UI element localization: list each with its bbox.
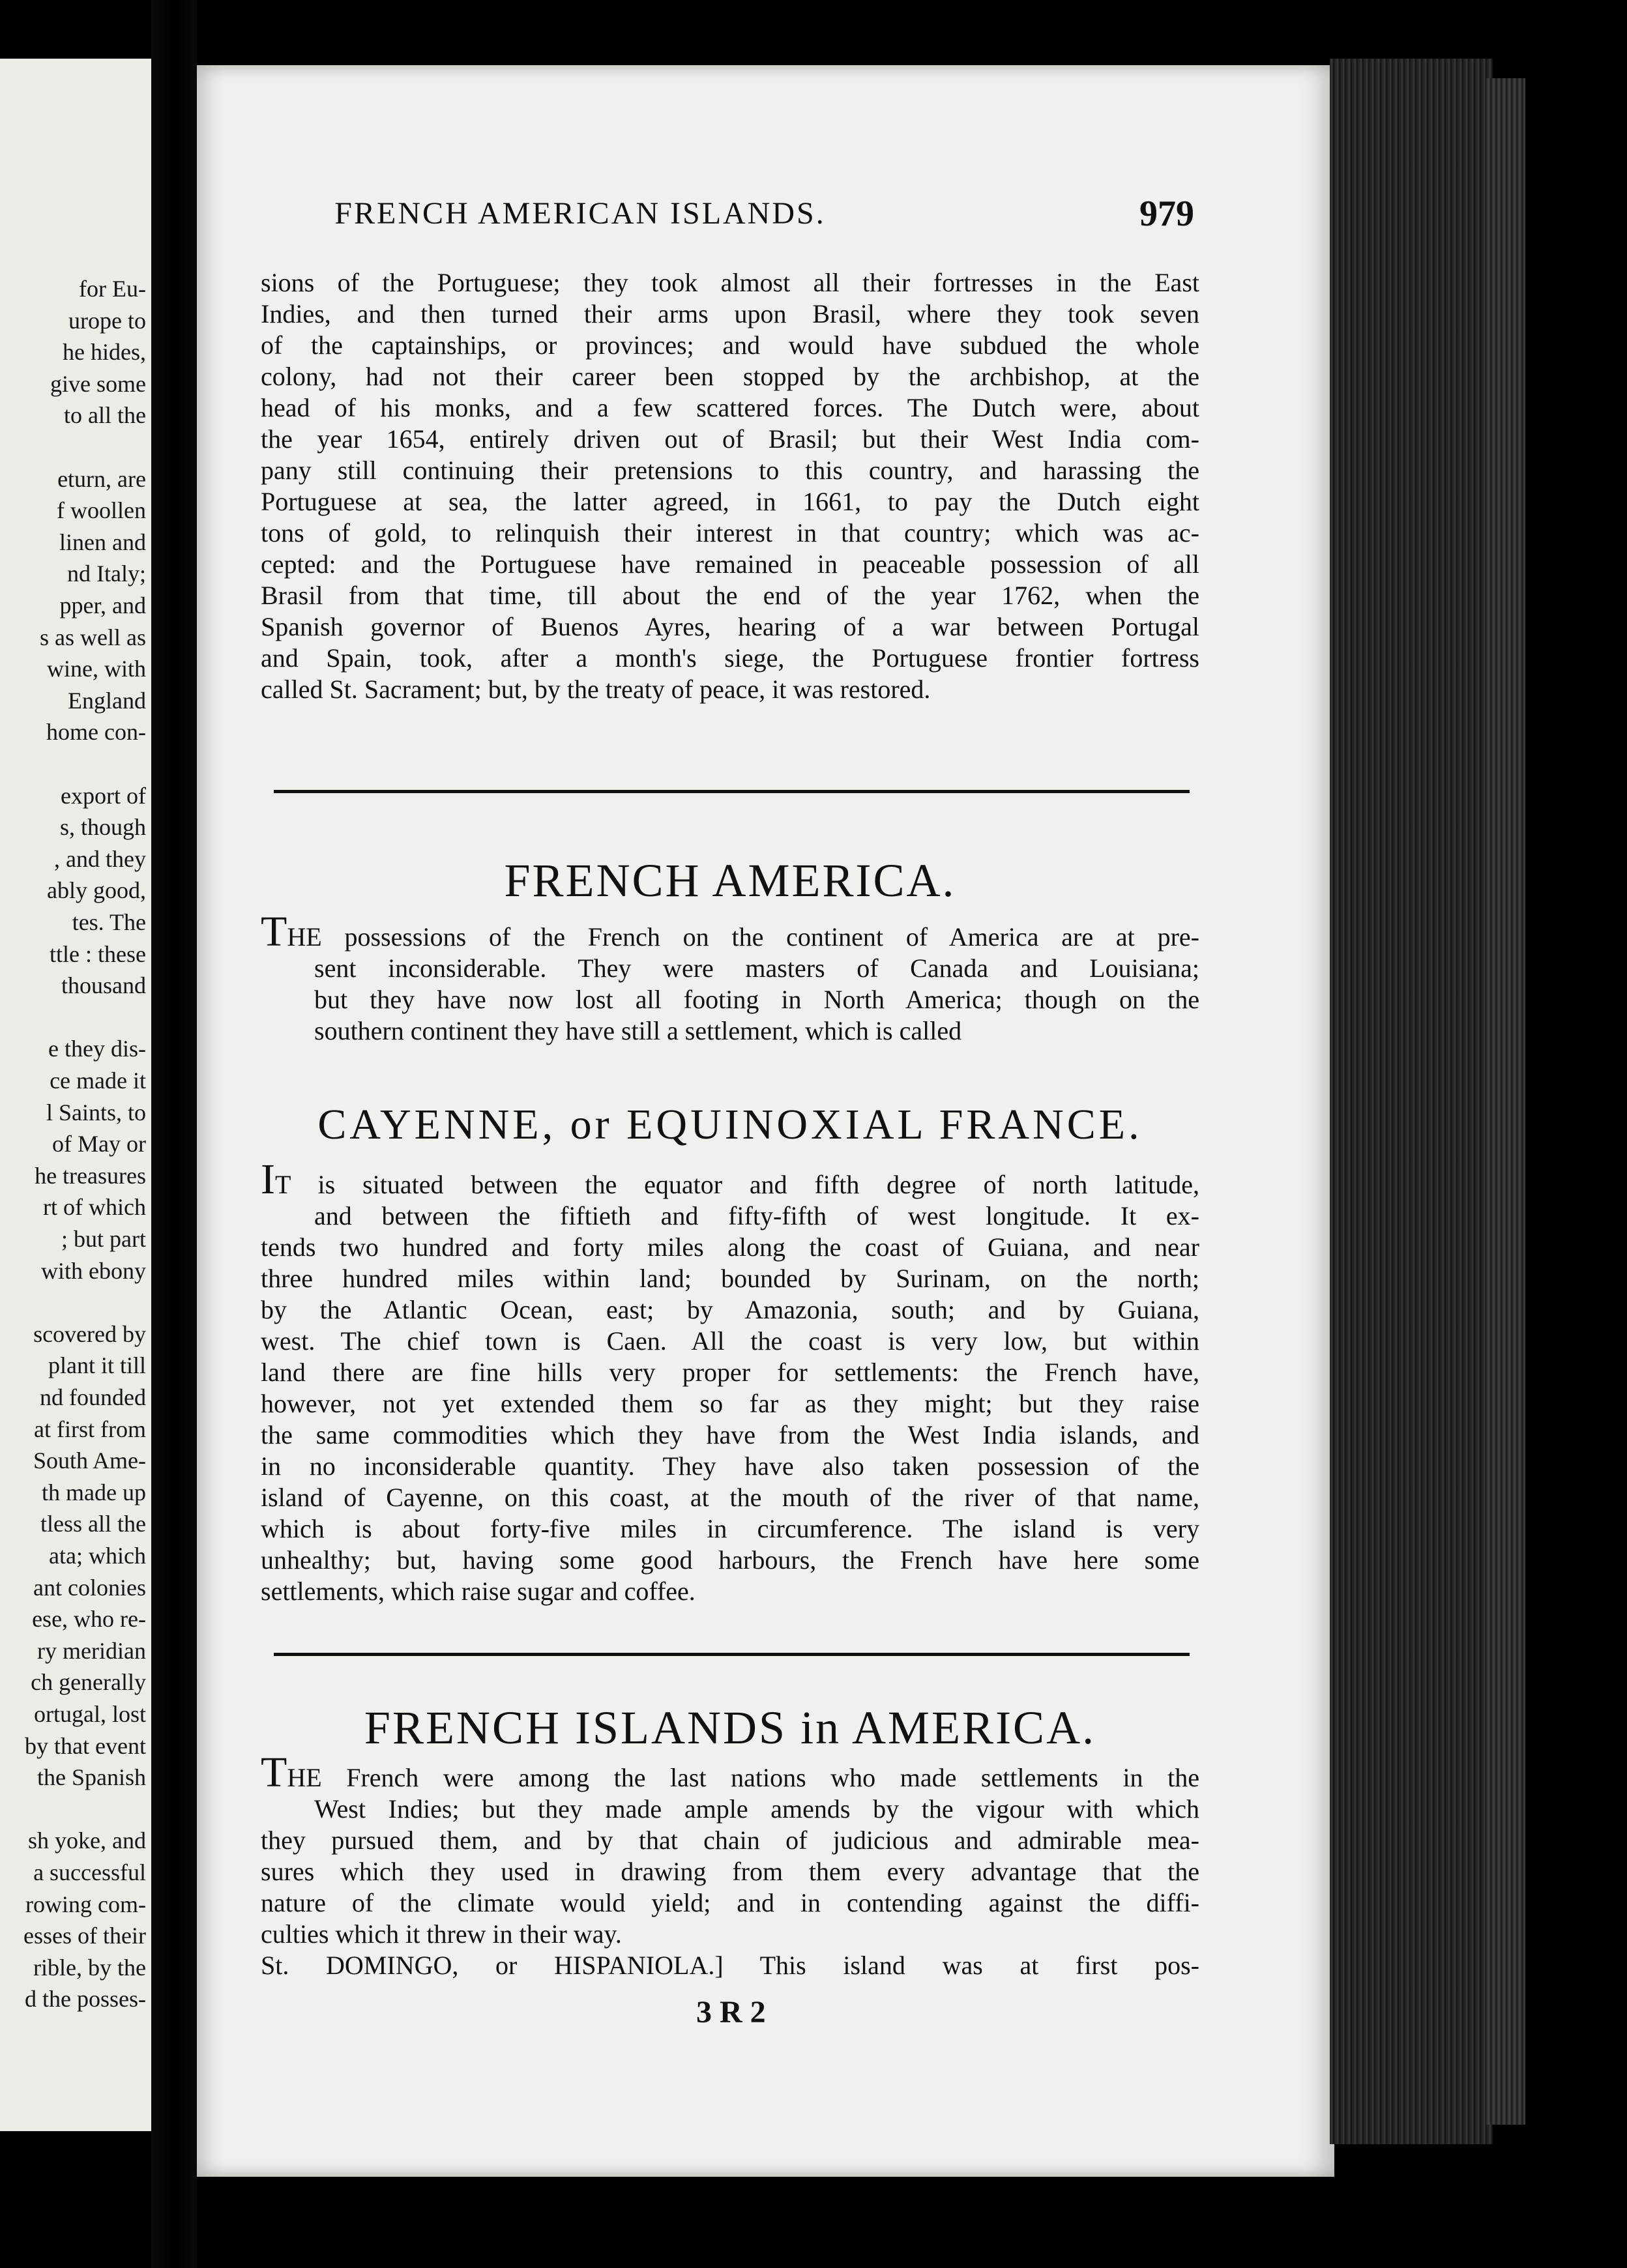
binding-gutter <box>151 0 197 2268</box>
text-line: Portuguese at sea, the latter agreed, in 1661, to pay the Dutch eight <box>261 487 1199 516</box>
text-line: and Spain, took, after a month's siege, the Portuguese frontier fortress <box>261 643 1199 673</box>
left-page-line: ese, who re- <box>32 1606 146 1633</box>
left-page-line: England <box>68 687 146 714</box>
left-page-line: ce made it <box>50 1068 146 1094</box>
drop-cap: T <box>261 1749 287 1796</box>
left-page-line: plant it till <box>48 1352 146 1379</box>
text-line: nature of the climate would yield; and in contending against the diffi- <box>261 1888 1199 1917</box>
text-line: Indies, and then turned their arms upon Brasil, where they took seven <box>261 299 1199 328</box>
first-line <box>261 1749 1199 1796</box>
text-line: sent inconsiderable. They were masters of Canada and Louisiana; <box>314 953 1199 983</box>
section-french-islands-text <box>261 1749 1199 1981</box>
left-page-line: d the posses- <box>25 1986 146 2013</box>
text-line: island of Cayenne, on this coast, at the mouth of the river of that name, <box>261 1483 1199 1512</box>
text-line: called St. Sacrament; but, by the treaty of peace, it was restored. <box>261 675 931 704</box>
left-page-line: rowing com- <box>25 1891 146 1917</box>
left-page-line: tless all the <box>40 1511 146 1537</box>
running-head: FRENCH AMERICAN ISLANDS. <box>334 196 826 231</box>
text-line: settlements, which raise sugar and coffee. <box>261 1577 696 1606</box>
left-page-line: linen and <box>59 529 146 555</box>
left-page-line: South Ame- <box>33 1447 146 1474</box>
left-page-line: with ebony <box>41 1257 146 1284</box>
text-line: tends two hundred and forty miles along the coast of Guiana, and near <box>261 1232 1199 1262</box>
left-page-line: at first from <box>34 1416 146 1442</box>
left-page-line: by that event <box>25 1732 146 1759</box>
text-line: the year 1654, entirely driven out of Brasil; but their West India com- <box>261 424 1199 454</box>
text-line: head of his monks, and a few scattered forces. The Dutch were, about <box>261 393 1199 422</box>
left-page-line: of May or <box>52 1131 146 1157</box>
left-page-line: scovered by <box>33 1320 146 1347</box>
text-line: the same commodities which they have from the West India islands, and <box>261 1420 1199 1449</box>
left-page-line: l Saints, to <box>46 1099 146 1126</box>
section-cayenne-text <box>261 1156 1199 1607</box>
left-page-line: rt of which <box>43 1194 146 1221</box>
drop-cap: T <box>261 908 287 955</box>
left-page-line: ch generally <box>31 1669 146 1696</box>
left-page-line: ably good, <box>47 877 146 904</box>
left-page-line: s, though <box>59 814 146 841</box>
text-line: by the Atlantic Ocean, east; by Amazonia, south; and by Guiana, <box>261 1295 1199 1324</box>
left-page-line: rible, by the <box>33 1954 146 1981</box>
left-page-line: esses of their <box>23 1923 146 1949</box>
text-line: St. DOMINGO, or HISPANIOLA.] This island was at first pos- <box>261 1951 1199 1980</box>
heading-french-islands: FRENCH ISLANDS in AMERICA. <box>364 1702 1096 1754</box>
left-page-line: give some <box>50 370 146 397</box>
left-page-line: to all the <box>64 402 146 429</box>
text-line: sions of the Portuguese; they took almost all their fortresses in the East <box>261 268 1199 297</box>
left-page-line: a successful <box>33 1859 146 1885</box>
left-page-line: nd founded <box>40 1384 146 1410</box>
text-line: southern continent they have still a settlement, which is called <box>314 1016 962 1045</box>
left-page-line: ; but part <box>61 1226 146 1252</box>
text-line: tons of gold, to relinquish their interest in that country; which was ac- <box>261 518 1199 547</box>
section-portuguese-text <box>261 267 1199 705</box>
left-page-line: tes. The <box>72 909 146 935</box>
left-page-line: wine, with <box>47 656 146 682</box>
text-line: three hundred miles within land; bounded by Surinam, on the north; <box>261 1264 1199 1293</box>
section-french-america-text <box>261 908 1199 1047</box>
text-line: Brasil from that time, till about the end of the year 1762, when the <box>261 581 1199 610</box>
left-page-line: eturn, are <box>57 465 146 492</box>
text-line: they pursued them, and by that chain of judicious and admirable mea- <box>261 1825 1199 1855</box>
left-page-line: home con- <box>46 719 146 746</box>
left-facing-page <box>0 59 151 2131</box>
text-line: of the captainships, or provinces; and would have subdued the whole <box>261 330 1199 360</box>
first-line-text: HE French were among the last nations who made settlements in the <box>287 1763 1199 1792</box>
left-page-line: ortugal, lost <box>34 1701 146 1727</box>
left-page-line: th made up <box>42 1479 146 1505</box>
text-line: and between the fiftieth and fifty-fifth of west longitude. It ex- <box>314 1201 1199 1230</box>
text-line: cepted: and the Portuguese have remained in peaceable possession of all <box>261 549 1199 579</box>
section-divider <box>274 1653 1190 1656</box>
left-page-line: export of <box>61 782 146 809</box>
left-page-line: ry meridian <box>37 1637 146 1664</box>
left-page-line: thousand <box>61 972 146 999</box>
text-line: pany still continuing their pretensions to this country, and harassing the <box>261 456 1199 485</box>
left-page-line: he treasures <box>35 1162 146 1189</box>
drop-cap: I <box>261 1156 275 1203</box>
text-line: unhealthy; but, having some good harbours, the French have here some <box>261 1545 1199 1575</box>
page-edges-outer <box>1486 78 1525 2125</box>
left-page-line: urope to <box>68 307 146 334</box>
heading-french-america: FRENCH AMERICA. <box>504 854 956 907</box>
left-page-line: e they dis- <box>48 1036 146 1062</box>
first-line <box>261 908 1199 955</box>
first-line <box>261 1156 1199 1203</box>
heading-cayenne: CAYENNE, or EQUINOXIAL FRANCE. <box>317 1101 1143 1148</box>
left-page-line: , and they <box>54 845 146 872</box>
text-line: but they have now lost all footing in North America; though on the <box>314 985 1199 1014</box>
text-line: in no inconsiderable quantity. They have also taken possession of the <box>261 1451 1199 1481</box>
left-page-line: ant colonies <box>33 1574 146 1601</box>
signature-mark: 3 R 2 <box>696 1995 766 2029</box>
text-line: however, not yet extended them so far as they might; but they raise <box>261 1389 1199 1418</box>
left-page-line: nd Italy; <box>67 560 146 587</box>
text-line: west. The chief town is Caen. All the coast is very low, but within <box>261 1326 1199 1356</box>
text-line: sures which they used in drawing from them every advantage that the <box>261 1857 1199 1886</box>
left-page-line: ata; which <box>49 1543 146 1569</box>
page-number: 979 <box>1139 194 1194 234</box>
left-page-line: f woollen <box>57 497 146 524</box>
left-page-line: pper, and <box>59 592 146 618</box>
first-line-text: T is situated between the equator and fifth degree of north latitude, <box>274 1170 1199 1199</box>
text-line: colony, had not their career been stopped by the archbishop, at the <box>261 362 1199 391</box>
left-page-line: s as well as <box>40 624 146 650</box>
left-page-line: sh yoke, and <box>28 1827 146 1854</box>
left-page-line: the Spanish <box>37 1764 146 1791</box>
text-line: West Indies; but they made ample amends by the vigour with which <box>314 1794 1199 1824</box>
text-line: culties which it threw in their way. <box>261 1919 622 1949</box>
text-line: which is about forty-five miles in circumference. The island is very <box>261 1514 1199 1543</box>
left-page-line: he hides, <box>63 339 146 366</box>
first-line-text: HE possessions of the French on the continent of America are at pre- <box>287 922 1199 952</box>
section-divider <box>274 790 1190 793</box>
text-line: Spanish governor of Buenos Ayres, hearing of a war between Portugal <box>261 612 1199 641</box>
left-page-line: for Eu- <box>79 276 146 302</box>
left-page-line: ttle : these <box>50 940 146 967</box>
text-line: land there are fine hills very proper for settlements: the French have, <box>261 1358 1199 1387</box>
page-edges <box>1330 59 1493 2144</box>
